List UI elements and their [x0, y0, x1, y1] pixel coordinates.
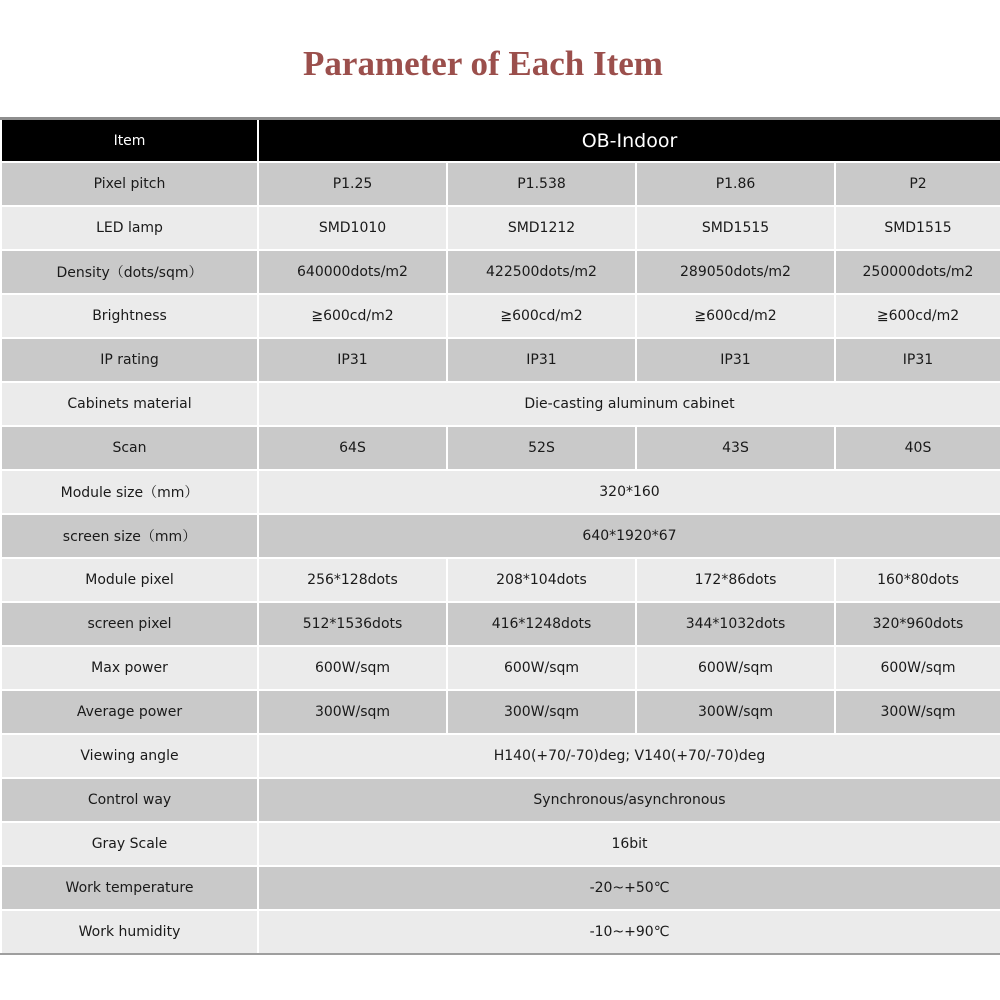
value-cell: 600W/sqm: [447, 646, 636, 690]
merged-value-cell: 16bit: [258, 822, 1000, 866]
table-row: [1, 514, 1000, 558]
row-label: Module pixel: [1, 558, 258, 602]
table-row: [1, 162, 1000, 206]
row-label: Brightness: [1, 294, 258, 338]
value-cell: 600W/sqm: [835, 646, 1000, 690]
value-cell: 300W/sqm: [835, 690, 1000, 734]
merged-value-cell: -20~+50℃: [258, 866, 1000, 910]
row-label: Control way: [1, 778, 258, 822]
header-item: Item: [1, 119, 258, 163]
value-cell: 416*1248dots: [447, 602, 636, 646]
row-label: Viewing angle: [1, 734, 258, 778]
table-row: [1, 206, 1000, 250]
value-cell: 344*1032dots: [636, 602, 835, 646]
table-row: [1, 646, 1000, 690]
table-row: [1, 470, 1000, 514]
value-cell: 600W/sqm: [258, 646, 447, 690]
value-cell: 320*960dots: [835, 602, 1000, 646]
row-label: Average power: [1, 690, 258, 734]
value-cell: P1.538: [447, 162, 636, 206]
parameter-table: [0, 117, 1000, 955]
value-cell: 208*104dots: [447, 558, 636, 602]
value-cell: ≧600cd/m2: [447, 294, 636, 338]
table-row: [1, 690, 1000, 734]
value-cell: 300W/sqm: [258, 690, 447, 734]
value-cell: P1.25: [258, 162, 447, 206]
table-row: [1, 822, 1000, 866]
merged-value-cell: Die-casting aluminum cabinet: [258, 382, 1000, 426]
row-label: Pixel pitch: [1, 162, 258, 206]
table-row: [1, 866, 1000, 910]
value-cell: IP31: [447, 338, 636, 382]
table-row: [1, 426, 1000, 470]
page-title: Parameter of Each Item: [303, 44, 663, 83]
value-cell: ≧600cd/m2: [835, 294, 1000, 338]
value-cell: ≧600cd/m2: [258, 294, 447, 338]
value-cell: 64S: [258, 426, 447, 470]
table-row: [1, 602, 1000, 646]
table-row: [1, 338, 1000, 382]
value-cell: 289050dots/m2: [636, 250, 835, 294]
value-cell: ≧600cd/m2: [636, 294, 835, 338]
value-cell: 300W/sqm: [636, 690, 835, 734]
value-cell: 512*1536dots: [258, 602, 447, 646]
value-cell: P2: [835, 162, 1000, 206]
table-row: [1, 734, 1000, 778]
merged-value-cell: Synchronous/asynchronous: [258, 778, 1000, 822]
value-cell: IP31: [258, 338, 447, 382]
value-cell: 43S: [636, 426, 835, 470]
row-label: screen pixel: [1, 602, 258, 646]
value-cell: 640000dots/m2: [258, 250, 447, 294]
value-cell: SMD1515: [636, 206, 835, 250]
row-label: IP rating: [1, 338, 258, 382]
value-cell: 52S: [447, 426, 636, 470]
value-cell: 422500dots/m2: [447, 250, 636, 294]
value-cell: 600W/sqm: [636, 646, 835, 690]
merged-value-cell: 640*1920*67: [258, 514, 1000, 558]
value-cell: 172*86dots: [636, 558, 835, 602]
value-cell: SMD1010: [258, 206, 447, 250]
value-cell: 250000dots/m2: [835, 250, 1000, 294]
value-cell: SMD1515: [835, 206, 1000, 250]
table-header-row: [1, 119, 1000, 163]
row-label: LED lamp: [1, 206, 258, 250]
row-label: Module size（mm）: [1, 470, 258, 514]
row-label: Max power: [1, 646, 258, 690]
row-label: Work temperature: [1, 866, 258, 910]
row-label: Cabinets material: [1, 382, 258, 426]
row-label: Gray Scale: [1, 822, 258, 866]
merged-value-cell: H140(+70/-70)deg; V140(+70/-70)deg: [258, 734, 1000, 778]
value-cell: 300W/sqm: [447, 690, 636, 734]
value-cell: 256*128dots: [258, 558, 447, 602]
row-label: Density（dots/sqm）: [1, 250, 258, 294]
table-row: [1, 778, 1000, 822]
merged-value-cell: 320*160: [258, 470, 1000, 514]
value-cell: 160*80dots: [835, 558, 1000, 602]
value-cell: 40S: [835, 426, 1000, 470]
row-label: Scan: [1, 426, 258, 470]
table-row: [1, 294, 1000, 338]
value-cell: SMD1212: [447, 206, 636, 250]
row-label: Work humidity: [1, 910, 258, 954]
value-cell: P1.86: [636, 162, 835, 206]
value-cell: IP31: [636, 338, 835, 382]
table-row: [1, 558, 1000, 602]
merged-value-cell: -10~+90℃: [258, 910, 1000, 954]
table-row: [1, 382, 1000, 426]
table-row: [1, 910, 1000, 954]
header-model: OB-Indoor: [258, 119, 1000, 163]
value-cell: IP31: [835, 338, 1000, 382]
row-label: screen size（mm）: [1, 514, 258, 558]
table-row: [1, 250, 1000, 294]
